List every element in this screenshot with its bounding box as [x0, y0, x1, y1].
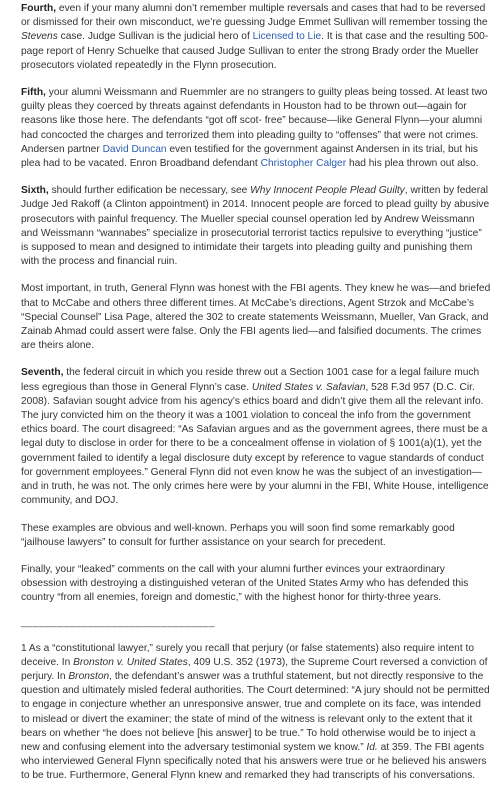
case-stevens: Stevens	[21, 31, 58, 43]
paragraph-fourth: Fourth, even if your many alumni don’t remember multiple reversals and cases that had to be reversed or dismissed for their own misconduct, we’re guessing Judge Emmet Sullivan will remember tossing the Stevens case. Judge Sullivan is the judicial hero of Licensed to Lie. It is that case and the resulting 500-page report of Henry Schuelke that caused Judge Sullivan to enter the strong Brady order the Mueller prosecutors violated repeatedly in the Flynn prosecution.	[21, 3, 489, 71]
link-david-duncan[interactable]: David Duncan	[102, 143, 167, 155]
case-bronston-short: Bronston	[68, 670, 110, 682]
case-bronston: Bronston v. United States	[73, 656, 188, 668]
lead-sixth: Sixth,	[21, 185, 49, 197]
paragraph-seventh: Seventh, the federal circuit in which you reside threw out a Section 1001 case for a legal failure much less egregious than those in General Flynn’s case. United States v. Safavian, 528 F.3d 957 (D.C. Cir. 2008). Safavian sought advice from his agency’s ethics board and didn’t give them all the relevant info. The jury convicted him on the theory it was a 1001 violation to conceal the info from the government ethics board. The court disagreed: “As Safavian argues and as the government agrees, there must be a legal duty to disclose in order for there to be a concealment offense in violation of § 1001(a)(1), yet the government failed to identify a legal disclosure duty except by reference to vague standards of conduct for government employees.” General Flynn did not even know he was the subject of an investigation—and in truth, he was not. The only crimes here were by your alumni in the FBI, White House, intelligence community, and DOJ.	[21, 367, 489, 507]
lead-seventh: Seventh,	[21, 367, 64, 379]
book-title: Why Innocent People Plead Guilty	[250, 185, 405, 197]
case-safavian: United States v. Safavian	[251, 381, 366, 393]
paragraph-finally: Finally, your “leaked” comments on the call with your alumni further evinces your extraordinary obsession with destroying a distinguished veteran of the United States Army who has defended this country “from all enemies, foreign and domestic,” with the highest honor for thirty-three years.	[21, 563, 469, 604]
paragraph-sixth: Sixth, should further edification be necessary, see Why Innocent People Plead Guilty, written by federal Judge Jed Rakoff (a Clinton appointment) in 2014. Innocent people are forced to plead guilty by abusive prosecutors with painful frequency. The Mueller special counsel operation led by Andrew Weissmann and Weissmann “wannabes” specialize in prosecutorial terrorist tactics repulsive to everything “justice” is supposed to mean and designed to intimidate their targets into pleading guilty and punishing them with the process and financial ruin.	[21, 185, 490, 268]
paragraph-fifth: Fifth, your alumni Weissmann and Ruemmler are no strangers to guilty pleas being tossed. At least two guilty pleas they coerced by threats against defendants in Houston had to be thrown out—again for reasons like those here. The defendants “got off scot- free” because—like General Flynn—your alumni had concocted the charges and terrorized them into pleading guilty to “offenses” that were not crimes. Andersen partner David Duncan even testified for the government against Andersen in its trial, but his plea had to be vacated. Enron Broadband defendant Christopher Calger had his plea thrown out also.	[21, 87, 488, 170]
lead-fifth: Fifth,	[21, 87, 46, 99]
footnote-divider: ________________________________	[21, 616, 215, 628]
link-licensed-to-lie[interactable]: Licensed to Lie	[252, 31, 322, 43]
link-christopher-calger[interactable]: Christopher Calger	[260, 158, 347, 170]
lead-fourth: Fourth,	[21, 3, 57, 14]
paragraph-obvious: These examples are obvious and well-known. Perhaps you will soon find some remarkably good “jailhouse lawyers” to consult for further assistance on your search for precedent.	[21, 522, 455, 548]
footnote-1: 1 As a “constitutional lawyer,” surely you recall that perjury (or false statements) also require intent to deceive. In Bronston v. United States, 409 U.S. 352 (1973), the Supreme Court reversed a conviction of perjury. In Bronston, the defendant’s answer was a truthful statement, but not directly responsive to the question and ultimately misled federal authorities. The Court determined: “A jury should not be permitted to engage in conjecture whether an unresponsive answer, true and complete on its face, was intended to mislead or divert the examiner; the state of mind of the witness is relevant only to the extent that it bears on whether “he does not believe [his answer] to be true.” To hold otherwise would be to inject a new and confusing element into the adversary testimonial system we know.” Id. at 359. The FBI agents who interviewed General Flynn specifically noted that his answers were true or he believed his answers to be true. Furthermore, General Flynn knew and remarked they had transcripts of his conversations.	[21, 642, 490, 782]
id-citation: Id.	[366, 741, 378, 753]
paragraph-most-important: Most important, in truth, General Flynn was honest with the FBI agents. They knew he was—and briefed that to McCabe and others three different times. At McCabe’s directions, Agent Strzok and McCabe’s “Special Counsel” Lisa Page, altered the 302 to create statements Weissmann, Mueller, Van Grack, and Zainab Ahmad could assert were false. Only the FBI agents lied—and falsified documents. The crimes are theirs alone.	[21, 283, 491, 352]
